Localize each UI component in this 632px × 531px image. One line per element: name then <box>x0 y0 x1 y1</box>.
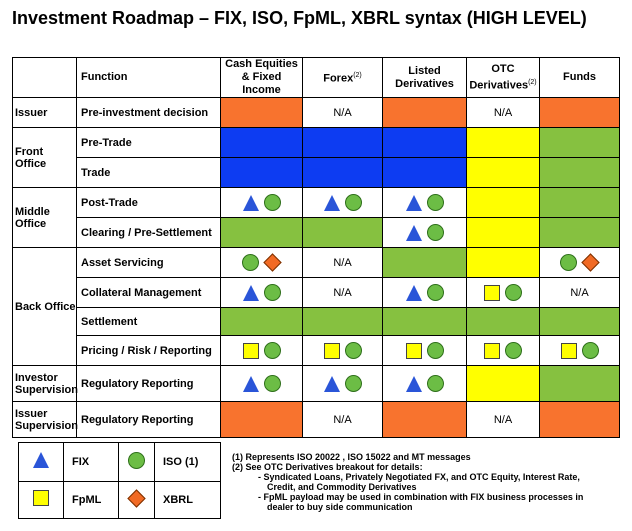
footnote-2d: dealer to buy side communication <box>267 502 413 512</box>
cell-investor-reg-forex <box>303 366 383 402</box>
legend-xbrl-label: XBRL <box>155 481 221 518</box>
header-forex-note: (2) <box>353 72 362 80</box>
footnote-2b: Credit, and Commodity Derivatives <box>267 482 417 492</box>
function-clearing: Clearing / Pre-Settlement <box>77 218 221 248</box>
fpml-square-icon <box>406 343 422 359</box>
row-investor-reg-reporting <box>13 366 620 402</box>
cell-pre-trade-otc <box>467 128 540 158</box>
iso-circle-icon <box>505 284 522 301</box>
fix-triangle-icon <box>243 285 259 301</box>
cell-asset-servicing-forex: N/A <box>303 248 383 278</box>
cell-settlement-listed <box>383 308 467 336</box>
function-pre-investment: Pre-investment decision <box>77 98 221 128</box>
cell-post-trade-listed <box>383 188 467 218</box>
page-title: Investment Roadmap – FIX, ISO, FpML, XBRL syntax (HIGH LEVEL) <box>12 8 587 28</box>
header-otc-derivatives <box>467 58 540 98</box>
function-issuer-reg-reporting: Regulatory Reporting <box>77 402 221 438</box>
iso-circle-icon <box>345 375 362 392</box>
cell-collateral-listed <box>383 278 467 308</box>
function-pre-trade: Pre-Trade <box>77 128 221 158</box>
fpml-square-icon <box>561 343 577 359</box>
cell-pre-investment-cash <box>221 98 303 128</box>
function-settlement: Settlement <box>77 308 221 336</box>
group-issuer: Issuer <box>13 98 77 128</box>
fix-triangle-icon <box>406 195 422 211</box>
cell-pre-investment-funds <box>540 98 620 128</box>
group-middle-office: Middle Office <box>13 188 77 248</box>
iso-circle-icon <box>242 254 259 271</box>
header-otc-label: OTC Derivatives <box>469 62 529 92</box>
footnote-1: (1) Represents ISO 20022 , ISO 15022 and MT messages <box>232 452 471 462</box>
cell-clearing-forex <box>303 218 383 248</box>
cell-issuer-reg-forex: N/A <box>303 402 383 438</box>
iso-circle-icon <box>427 375 444 392</box>
cell-pre-trade-funds <box>540 128 620 158</box>
function-trade: Trade <box>77 158 221 188</box>
legend-row-2 <box>19 481 221 518</box>
fix-triangle-icon <box>33 452 49 468</box>
cell-pre-investment-otc: N/A <box>467 98 540 128</box>
iso-circle-icon <box>128 452 145 469</box>
cell-collateral-forex: N/A <box>303 278 383 308</box>
fpml-square-icon <box>484 285 500 301</box>
cell-clearing-otc <box>467 218 540 248</box>
group-front-office: Front Office <box>13 128 77 188</box>
legend-fix-label: FIX <box>64 443 119 482</box>
cell-clearing-funds <box>540 218 620 248</box>
cell-investor-reg-funds <box>540 366 620 402</box>
cell-pricing-cash <box>221 336 303 366</box>
iso-circle-icon <box>505 342 522 359</box>
cell-collateral-funds: N/A <box>540 278 620 308</box>
cell-settlement-funds <box>540 308 620 336</box>
cell-settlement-forex <box>303 308 383 336</box>
row-pre-investment <box>13 98 620 128</box>
header-otc-note: (2) <box>528 78 537 86</box>
roadmap-table <box>12 57 620 438</box>
cell-pre-trade-listed <box>383 128 467 158</box>
function-post-trade: Post-Trade <box>77 188 221 218</box>
iso-circle-icon <box>264 342 281 359</box>
cell-issuer-reg-otc: N/A <box>467 402 540 438</box>
row-pre-trade <box>13 128 620 158</box>
row-trade <box>13 158 620 188</box>
header-listed-derivatives: Listed Derivatives <box>383 58 467 98</box>
footnote-2a: - Syndicated Loans, Privately Negotiated FX, and OTC Equity, Interest Rate, <box>258 472 580 482</box>
row-issuer-reg-reporting <box>13 402 620 438</box>
cell-trade-otc <box>467 158 540 188</box>
legend-fpml-swatch <box>19 481 64 518</box>
cell-settlement-otc <box>467 308 540 336</box>
iso-circle-icon <box>264 375 281 392</box>
fpml-square-icon <box>33 490 49 506</box>
row-asset-servicing <box>13 248 620 278</box>
cell-trade-funds <box>540 158 620 188</box>
fpml-square-icon <box>243 343 259 359</box>
cell-post-trade-otc <box>467 188 540 218</box>
cell-pre-investment-forex: N/A <box>303 98 383 128</box>
row-pricing <box>13 336 620 366</box>
xbrl-diamond-icon <box>581 253 599 271</box>
function-investor-reg-reporting: Regulatory Reporting <box>77 366 221 402</box>
header-cash-equities: Cash Equities & Fixed Income <box>221 58 303 98</box>
iso-circle-icon <box>427 342 444 359</box>
cell-asset-servicing-cash <box>221 248 303 278</box>
cell-investor-reg-cash <box>221 366 303 402</box>
header-funds: Funds <box>540 58 620 98</box>
header-function: Function <box>77 58 221 98</box>
cell-pricing-funds <box>540 336 620 366</box>
function-pricing: Pricing / Risk / Reporting <box>77 336 221 366</box>
cell-pre-trade-cash <box>221 128 303 158</box>
legend <box>18 442 221 519</box>
iso-circle-icon <box>427 224 444 241</box>
row-collateral <box>13 278 620 308</box>
cell-post-trade-funds <box>540 188 620 218</box>
legend-iso-swatch <box>119 443 155 482</box>
legend-row-1 <box>19 443 221 482</box>
iso-circle-icon <box>345 194 362 211</box>
legend-fpml-label: FpML <box>64 481 119 518</box>
fpml-square-icon <box>484 343 500 359</box>
cell-settlement-cash <box>221 308 303 336</box>
footnotes <box>232 452 622 512</box>
cell-pre-investment-listed <box>383 98 467 128</box>
fix-triangle-icon <box>406 285 422 301</box>
cell-investor-reg-otc <box>467 366 540 402</box>
legend-fix-swatch <box>19 443 64 482</box>
iso-circle-icon <box>264 284 281 301</box>
footnote-2c: - FpML payload may be used in combination with FIX business processes in <box>258 492 584 502</box>
fix-triangle-icon <box>324 195 340 211</box>
cell-collateral-otc <box>467 278 540 308</box>
cell-post-trade-forex <box>303 188 383 218</box>
cell-clearing-cash <box>221 218 303 248</box>
row-post-trade <box>13 188 620 218</box>
iso-circle-icon <box>582 342 599 359</box>
cell-trade-forex <box>303 158 383 188</box>
iso-circle-icon <box>427 194 444 211</box>
iso-circle-icon <box>264 194 281 211</box>
header-forex <box>303 58 383 98</box>
cell-investor-reg-listed <box>383 366 467 402</box>
group-investor-supervision: Investor Supervision <box>13 366 77 402</box>
cell-pre-trade-forex <box>303 128 383 158</box>
header-corner <box>13 58 77 98</box>
row-clearing <box>13 218 620 248</box>
cell-issuer-reg-funds <box>540 402 620 438</box>
cell-pricing-listed <box>383 336 467 366</box>
cell-post-trade-cash <box>221 188 303 218</box>
cell-collateral-cash <box>221 278 303 308</box>
legend-iso-label: ISO (1) <box>155 443 221 482</box>
iso-circle-icon <box>560 254 577 271</box>
xbrl-diamond-icon <box>127 489 145 507</box>
row-settlement <box>13 308 620 336</box>
group-back-office: Back Office <box>13 248 77 366</box>
cell-asset-servicing-funds <box>540 248 620 278</box>
footnote-2: (2) See OTC Derivatives breakout for details: <box>232 462 423 472</box>
cell-pricing-forex <box>303 336 383 366</box>
iso-circle-icon <box>427 284 444 301</box>
header-row <box>13 58 620 98</box>
group-issuer-supervision: Issuer Supervision <box>13 402 77 438</box>
cell-trade-listed <box>383 158 467 188</box>
cell-asset-servicing-listed <box>383 248 467 278</box>
fix-triangle-icon <box>324 376 340 392</box>
fix-triangle-icon <box>406 376 422 392</box>
function-asset-servicing: Asset Servicing <box>77 248 221 278</box>
fix-triangle-icon <box>406 225 422 241</box>
cell-issuer-reg-listed <box>383 402 467 438</box>
cell-trade-cash <box>221 158 303 188</box>
fpml-square-icon <box>324 343 340 359</box>
fix-triangle-icon <box>243 376 259 392</box>
cell-clearing-listed <box>383 218 467 248</box>
legend-xbrl-swatch <box>119 481 155 518</box>
header-forex-label: Forex <box>323 72 354 85</box>
iso-circle-icon <box>345 342 362 359</box>
fix-triangle-icon <box>243 195 259 211</box>
xbrl-diamond-icon <box>263 253 281 271</box>
cell-issuer-reg-cash <box>221 402 303 438</box>
function-collateral: Collateral Management <box>77 278 221 308</box>
cell-asset-servicing-otc <box>467 248 540 278</box>
cell-pricing-otc <box>467 336 540 366</box>
